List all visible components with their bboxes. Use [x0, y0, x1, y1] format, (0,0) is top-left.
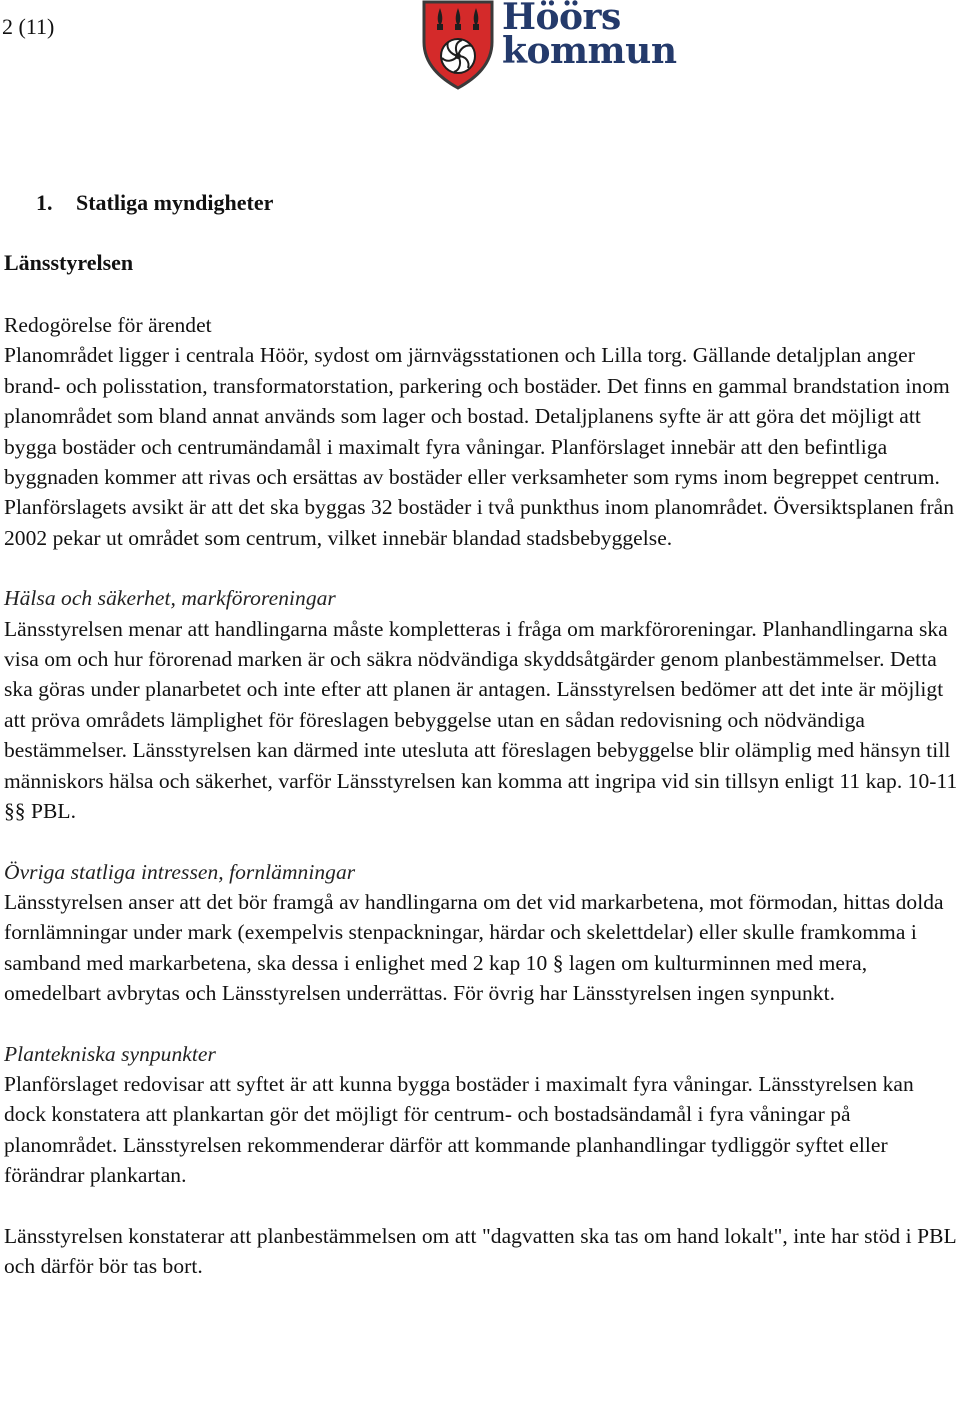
section-redogorelse: [4, 310, 960, 553]
plantekniska-title: Plantekniska synpunkter: [4, 1041, 216, 1066]
halsa-body: Länsstyrelsen menar att handlingarna måste kompletteras i fråga om markföroreningar. Planhandlingarna ska visa om och hur förorenad marken är och säkra nödvändiga skyddsåtgärder genom planbestämmelser. Detta ska göras under planarbetet och inte efter att planen är antagen. Länsstyrelsen bedömer att det inte är möjligt att pröva områdets lämplighet för föreslagen bebyggelse utan en sådan redovisning och nödvändiga bestämmelser. Länsstyrelsen kan därmed inte utesluta att föreslagen bebyggelse blir olämplig med hänsyn till människors hälsa och säkerhet, varför Länsstyrelsen kan komma att ingripa vid sin tillsyn enligt 11 kap. 10-11 §§ PBL.: [4, 616, 958, 824]
authority-heading: Länsstyrelsen: [4, 250, 134, 275]
document-body: [4, 310, 960, 1311]
logo-text: [502, 0, 677, 72]
logo-text-line-2: kommun: [502, 30, 677, 72]
dagvatten-body: Länsstyrelsen konstaterar att planbestämmelsen om att "dagvatten ska tas om hand lokalt", inte har stöd i PBL och därför bör tas bort.: [4, 1223, 956, 1278]
section-number: 1.: [36, 190, 53, 215]
redogorelse-body: Planområdet ligger i centrala Höör, sydost om järnvägsstationen och Lilla torg. Gällande detaljplan anger brand- och polisstation, transformatorstation, parkering och bostäder. Det finns en gammal brandstation inom planområdet som bland annat används som lager och bostad. Detaljplanens syfte är att göra det möjligt att bygga bostäder och centrumändamål i maximalt fyra våningar. Planförslaget innebär att den befintliga byggnaden kommer att rivas och ersättas av bostäder eller verksamheter som ryms inom begreppet centrum. Planförslagets avsikt är att det ska byggas 32 bostäder i två punkthus inom planområdet. Översiktsplanen från 2002 pekar ut området som centrum, vilket innebär blandad stadsbebyggelse.: [4, 343, 955, 550]
section-plantekniska: [4, 1039, 960, 1191]
ovriga-body: Länsstyrelsen anser att det bör framgå av handlingarna om det vid markarbetena, mot förmodan, hittas dolda fornlämningar under mark (exempelvis stenpackningar, härdar och skelettdelar) eller skulle framkomma i samband med markarbetena, ska dessa i enlighet med 2 kap 10 § lagen om kulturminnen med mera, omedelbart avbrytas och Länsstyrelsen underrättas. För övrig har Länsstyrelsen ingen synpunkt.: [4, 889, 944, 1006]
section-dagvatten: [4, 1221, 960, 1282]
plantekniska-body: Planförslaget redovisar att syftet är att kunna bygga bostäder i maximalt fyra våningar. Länsstyrelsen kan dock konstatera att plankartan gör det möjligt för centrum- och bostadsändamål i fyra våningar på planområdet. Länsstyrelsen rekommenderar därför att kommande planhandlingar tydliggör syftet eller förändrar plankartan.: [4, 1071, 914, 1188]
section-heading: [36, 188, 273, 218]
municipality-logo: [420, 0, 677, 90]
section-ovriga: [4, 857, 960, 1009]
logo-text-line-1: Höörs: [502, 0, 621, 38]
redogorelse-title: Redogörelse för ärendet: [4, 313, 212, 337]
coat-of-arms-icon: [420, 0, 496, 90]
halsa-title: Hälsa och säkerhet, markföroreningar: [4, 586, 336, 611]
section-title: Statliga myndigheter: [76, 190, 274, 215]
section-halsa: [4, 583, 960, 826]
page-number: 2 (11): [2, 14, 55, 39]
ovriga-title: Övriga statliga intressen, fornlämningar: [4, 859, 356, 884]
